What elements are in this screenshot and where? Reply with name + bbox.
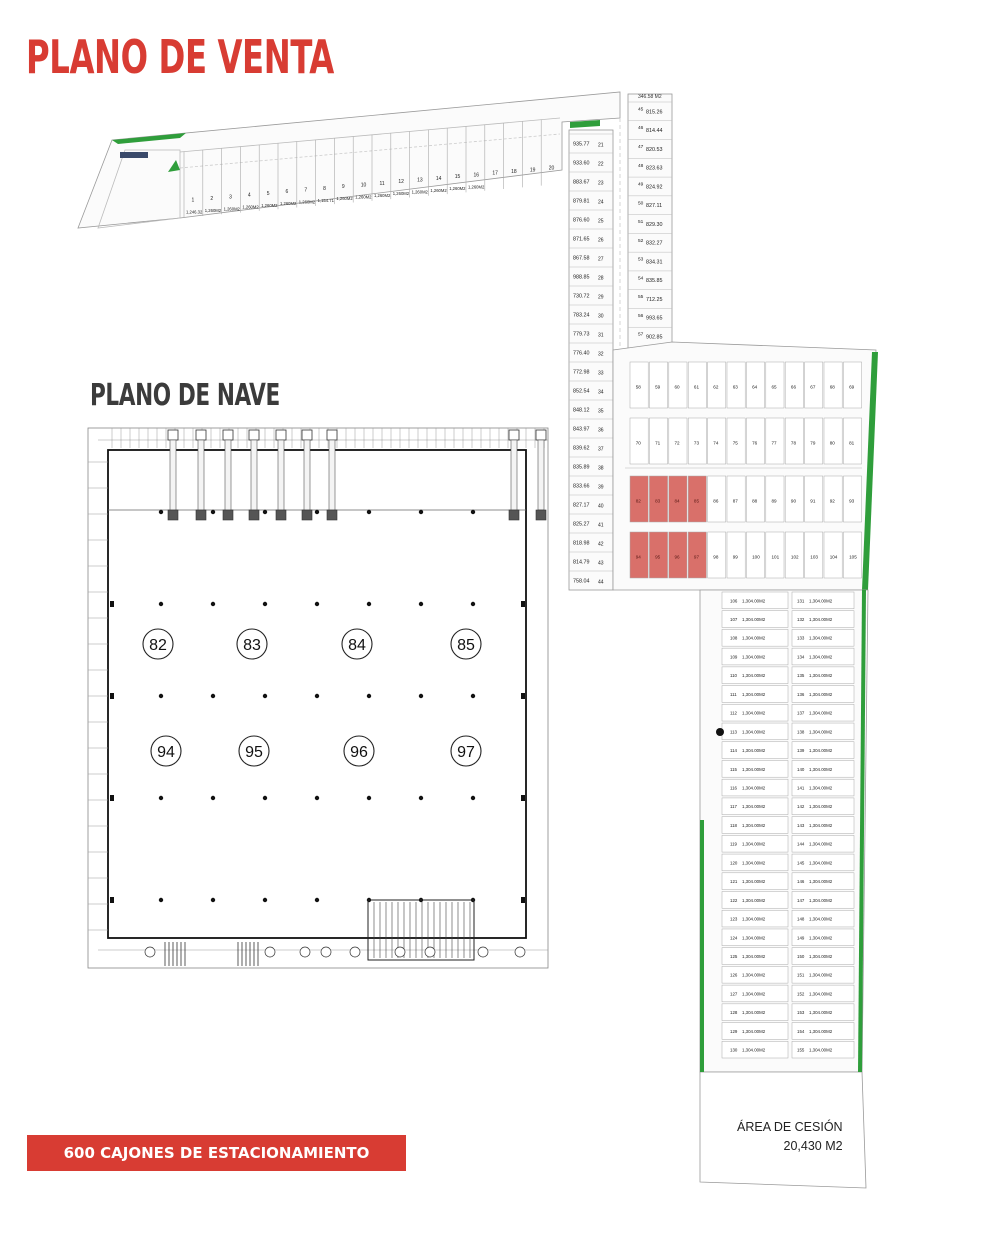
lot-number: 155 bbox=[797, 1047, 805, 1053]
lot-area-label: 1,304.00M2 bbox=[742, 598, 766, 604]
lot-number: 57 bbox=[638, 332, 644, 338]
lot-number: 122 bbox=[730, 897, 738, 903]
lot-number: 31 bbox=[598, 332, 604, 339]
lot-area-label: 1,304.00M2 bbox=[742, 916, 766, 922]
lot-number: 134 bbox=[797, 654, 805, 660]
lot-number: 53 bbox=[638, 257, 644, 263]
lot-number: 103 bbox=[810, 554, 818, 560]
lot-number: 137 bbox=[797, 710, 805, 716]
lot-number: 22 bbox=[598, 161, 604, 168]
lot-area-label: 1,304.00M2 bbox=[809, 1028, 833, 1034]
lot-area-label: 1,260M2 bbox=[261, 202, 278, 208]
lot-number: 80 bbox=[829, 440, 835, 446]
lot-number: 15 bbox=[454, 174, 461, 181]
lot-number: 37 bbox=[598, 446, 604, 453]
lot-number: 43 bbox=[598, 560, 604, 567]
lot-number: 140 bbox=[797, 766, 805, 772]
lot-area-label: 902.85 bbox=[646, 334, 663, 341]
lot-area-label: 824.92 bbox=[646, 184, 663, 191]
lot-number: 21 bbox=[598, 142, 604, 149]
lot-area-label: 935.77 bbox=[573, 141, 590, 148]
lot-number: 8 bbox=[323, 185, 326, 192]
nave-plan-title: PLANO DE NAVE bbox=[90, 378, 280, 413]
lot-number: 77 bbox=[771, 440, 777, 446]
lot-number: 141 bbox=[797, 785, 805, 791]
lot-area-label: 1,304.00M2 bbox=[742, 1010, 766, 1016]
lot-number: 60 bbox=[674, 384, 680, 390]
lot-number: 63 bbox=[732, 384, 738, 390]
lot-area-label: 1,260M2 bbox=[430, 187, 447, 193]
lot-area-label: 1,304.00M2 bbox=[742, 635, 766, 641]
lot-number: 115 bbox=[730, 766, 737, 772]
lot-number: 56 bbox=[638, 313, 644, 319]
lot-number: 104 bbox=[829, 554, 838, 560]
lot-number: 49 bbox=[638, 182, 644, 188]
lot-area-label: 758.04 bbox=[573, 578, 590, 585]
lot-area-label: 1,304.00M2 bbox=[742, 860, 766, 866]
lot-number: 136 bbox=[797, 691, 805, 697]
lot-number: 119 bbox=[730, 841, 737, 847]
parking-badge: 600 CAJONES DE ESTACIONAMIENTO bbox=[27, 1135, 406, 1171]
lot-number: 34 bbox=[598, 389, 604, 396]
lot-number: 29 bbox=[598, 294, 604, 301]
lot-number: 19 bbox=[529, 167, 536, 174]
lot-area-label: 827.17 bbox=[573, 502, 590, 509]
lot-number: 125 bbox=[730, 953, 738, 959]
lot-area-label: 1,246.32 bbox=[186, 209, 203, 215]
lot-number: 20 bbox=[548, 165, 555, 172]
lot-number: 126 bbox=[730, 972, 738, 978]
lot-area-label: 1,304.00M2 bbox=[809, 766, 833, 772]
lot-area-label: 839.62 bbox=[573, 445, 590, 452]
lot-number: 38 bbox=[598, 465, 604, 472]
lot-number: 92 bbox=[829, 498, 835, 504]
lot-number: 73 bbox=[693, 440, 700, 446]
lot-area-label: 1,260M2 bbox=[336, 196, 353, 202]
lot-area-label: 833.66 bbox=[573, 483, 590, 490]
lot-number: 112 bbox=[730, 710, 737, 716]
lot-number: 66 bbox=[790, 384, 797, 390]
lot-number: 152 bbox=[797, 991, 805, 997]
lot-area-label: 823.63 bbox=[646, 165, 663, 172]
lot-number: 85 bbox=[693, 498, 700, 504]
bay-number: 84 bbox=[348, 637, 366, 654]
lot-number: 93 bbox=[849, 498, 855, 504]
lot-number: 144 bbox=[797, 841, 805, 847]
lot-number: 68 bbox=[829, 384, 835, 390]
lot-area-label: 1,304.00M2 bbox=[809, 729, 833, 735]
lot-area-label: 1,304.00M2 bbox=[742, 804, 766, 810]
lot-area-label: 1,304.00M2 bbox=[742, 897, 766, 903]
lot-number: 102 bbox=[790, 554, 799, 560]
lot-number: 106 bbox=[730, 598, 738, 604]
lot-number: 111 bbox=[730, 691, 737, 697]
lot-area-label: 1,304.00M2 bbox=[742, 617, 766, 623]
marker-dot bbox=[716, 728, 724, 736]
lot-area-label: 1,304.00M2 bbox=[809, 1047, 833, 1053]
lot-number: 154 bbox=[797, 1028, 805, 1034]
green-buffer bbox=[700, 820, 704, 1072]
lot-area-label: 825.27 bbox=[573, 521, 590, 528]
lot-number: 116 bbox=[730, 785, 737, 791]
lot-number: 27 bbox=[598, 256, 604, 263]
lot-area-label: 1,304.00M2 bbox=[809, 710, 833, 716]
bay-number: 97 bbox=[457, 744, 475, 761]
lot-number: 123 bbox=[730, 916, 738, 922]
lot-number: 89 bbox=[771, 498, 777, 504]
lot-number: 135 bbox=[797, 673, 805, 679]
lot-area-label: 848.12 bbox=[573, 407, 590, 414]
lot-number: 40 bbox=[598, 503, 604, 510]
lot-number: 44 bbox=[598, 579, 604, 586]
lot-area-label: 1,304.00M2 bbox=[742, 654, 766, 660]
lot-number: 18 bbox=[511, 169, 517, 176]
lot-area-label: 1,304.00M2 bbox=[809, 673, 833, 679]
bay-number: 85 bbox=[457, 637, 475, 654]
lot-area-label: 1,260M2 bbox=[298, 199, 316, 205]
lot-area-label: 988.85 bbox=[573, 274, 590, 281]
lot-area-label: 1,304.00M2 bbox=[742, 991, 766, 997]
lot-area-label: 993.65 bbox=[646, 315, 663, 322]
lot-number: 14 bbox=[435, 175, 442, 182]
lot-number: 72 bbox=[674, 440, 680, 446]
page-title: PLANO DE VENTA bbox=[26, 30, 334, 84]
lot-number: 33 bbox=[598, 370, 604, 377]
lot-number: 9 bbox=[341, 184, 345, 191]
lot-number: 90 bbox=[790, 498, 797, 504]
lot-area-label: 1,304.00M2 bbox=[809, 860, 833, 866]
lot-area-label: 712.25 bbox=[646, 296, 663, 303]
lot-area-label: 1,304.00M2 bbox=[742, 729, 766, 735]
lot-number: 36 bbox=[598, 427, 604, 434]
lot-area-label: 815.26 bbox=[646, 109, 663, 116]
area-cesion-label bbox=[737, 1118, 843, 1156]
lot-number: 52 bbox=[638, 238, 644, 244]
lot-area-label: 1,304.00M2 bbox=[809, 953, 833, 959]
lot-area-label: 1,304.00M2 bbox=[742, 748, 766, 754]
lot-number: 97 bbox=[693, 554, 700, 560]
lot-area-label: 1,260M2 bbox=[223, 206, 240, 212]
lot-area-label: 772.98 bbox=[573, 369, 590, 376]
bay-number: 95 bbox=[245, 744, 263, 761]
lot-number: 121 bbox=[730, 879, 738, 885]
lot-area-label: 1,260M2 bbox=[242, 204, 259, 210]
lot-number: 110 bbox=[730, 673, 737, 679]
lot-area-label: 1,260M2 bbox=[468, 184, 485, 190]
lot-number: 5 bbox=[266, 190, 270, 197]
lot-number: 62 bbox=[713, 384, 719, 390]
lot-number: 142 bbox=[797, 804, 805, 810]
lot-area-label: 1,304.00M2 bbox=[809, 654, 833, 660]
lot-number: 133 bbox=[797, 635, 805, 641]
lot-number: 35 bbox=[598, 408, 604, 415]
lot-area-label: 1,260M2 bbox=[374, 192, 391, 198]
lot-area-label: 1,260M2 bbox=[280, 201, 297, 207]
lot-number: 42 bbox=[598, 541, 604, 548]
lot-area-label: 1,260M2 bbox=[204, 207, 222, 213]
lot-number: 16 bbox=[473, 172, 480, 179]
lot-number: 105 bbox=[849, 554, 857, 560]
lot-area-label: 829.30 bbox=[646, 221, 663, 228]
lot-number: 109 bbox=[730, 654, 738, 660]
lot-number: 132 bbox=[797, 617, 805, 623]
lot-number: 153 bbox=[797, 1010, 805, 1016]
lot-area-label: 1,304.00M2 bbox=[742, 935, 766, 941]
lot-area-label: 827.11 bbox=[646, 203, 663, 210]
bay-number: 94 bbox=[157, 744, 175, 761]
lot-number: 149 bbox=[797, 935, 805, 941]
lot-number: 4 bbox=[247, 192, 251, 199]
lot-area-label: 1,304.00M2 bbox=[809, 617, 833, 623]
lot-number: 120 bbox=[730, 860, 738, 866]
lot-number: 147 bbox=[797, 897, 805, 903]
lot-number: 13 bbox=[417, 177, 423, 184]
lot-area-label: 867.58 bbox=[573, 255, 590, 262]
lot-number: 150 bbox=[797, 953, 805, 959]
lot-area-label: 879.81 bbox=[573, 198, 590, 205]
lot-area-label: 1,304.00M2 bbox=[742, 673, 766, 679]
lot-number: 32 bbox=[598, 351, 604, 358]
lot-number: 114 bbox=[730, 748, 737, 754]
lot-number: 1 bbox=[191, 197, 195, 204]
lot-number: 64 bbox=[752, 384, 758, 390]
lot-number: 131 bbox=[797, 598, 805, 604]
lot-number: 76 bbox=[752, 440, 758, 446]
lot-number: 45 bbox=[638, 107, 644, 113]
lot-area-label: 1,304.00M2 bbox=[809, 748, 833, 754]
lot-number: 39 bbox=[598, 484, 604, 491]
lot-area-label: 1,304.00M2 bbox=[742, 1047, 766, 1053]
lot-area-label: 1,304.00M2 bbox=[809, 691, 833, 697]
lot-area-label: 818.98 bbox=[573, 540, 590, 547]
lot-number: 41 bbox=[598, 522, 604, 529]
lot-number: 146 bbox=[797, 879, 805, 885]
lot-number: 30 bbox=[598, 313, 604, 320]
lot-area-label: 730.72 bbox=[573, 293, 590, 300]
lot-area-label: 835.85 bbox=[646, 278, 663, 285]
lot-number: 54 bbox=[638, 276, 644, 282]
lot-area-label: 1,304.00M2 bbox=[809, 804, 833, 810]
lot-number: 55 bbox=[638, 295, 644, 301]
lot-area-label: 1,304.00M2 bbox=[809, 1010, 833, 1016]
lot-number: 139 bbox=[797, 748, 805, 754]
lot-number: 65 bbox=[771, 384, 777, 390]
lot-number: 94 bbox=[635, 554, 641, 560]
lot-area-label: 933.60 bbox=[573, 160, 590, 167]
lot-area-label: 1,260M2 bbox=[355, 194, 372, 200]
lot-number: 107 bbox=[730, 617, 738, 623]
lot-area-label: 883.67 bbox=[573, 179, 590, 186]
lot-number: 148 bbox=[797, 916, 805, 922]
lot-number: 61 bbox=[693, 384, 700, 390]
lot-number: 69 bbox=[849, 384, 855, 390]
lot-number: 48 bbox=[638, 163, 644, 169]
lot-number: 74 bbox=[713, 440, 719, 446]
lot-area-label: 1,304.00M2 bbox=[809, 879, 833, 885]
lot-number: 12 bbox=[398, 179, 404, 186]
lot-number: 26 bbox=[598, 237, 604, 244]
lot-area-label: 1,304.00M2 bbox=[809, 841, 833, 847]
lot-number: 145 bbox=[797, 860, 805, 866]
lot-area-label: 834.31 bbox=[646, 259, 663, 266]
lot-number: 128 bbox=[730, 1010, 738, 1016]
lot-number: 51 bbox=[638, 220, 644, 226]
lot-number: 67 bbox=[810, 384, 816, 390]
lot-number: 46 bbox=[638, 126, 644, 132]
top-diagonal-strip bbox=[78, 92, 620, 228]
lot-area-label: 1,304.00M2 bbox=[742, 822, 766, 828]
lot-number: 113 bbox=[730, 729, 737, 735]
lot-number: 127 bbox=[730, 991, 738, 997]
lot-number: 75 bbox=[732, 440, 738, 446]
lot-area-label: 1,304.00M2 bbox=[742, 972, 766, 978]
lot-area-label: 1,304.00M2 bbox=[742, 879, 766, 885]
lot-number: 129 bbox=[730, 1028, 738, 1034]
lot-area-label: 1,304.00M2 bbox=[809, 916, 833, 922]
lot-area-label: 1,304.00M2 bbox=[742, 766, 766, 772]
area-cesion-value: 20,430 M2 bbox=[783, 1139, 843, 1153]
lot-number: 95 bbox=[655, 554, 661, 560]
lot-area-label: 820.53 bbox=[646, 146, 663, 153]
bay-number: 83 bbox=[243, 637, 261, 654]
lot-area-label: 1,304.00M2 bbox=[809, 598, 833, 604]
lot-number: 10 bbox=[360, 182, 367, 189]
lot-area-label: 1,304.00M2 bbox=[809, 897, 833, 903]
lot-area-label: 814.79 bbox=[573, 559, 590, 566]
lot-area-label: 876.60 bbox=[573, 217, 590, 224]
lot-area-label: 1,304.00M2 bbox=[809, 991, 833, 997]
entrance-gate-icon bbox=[120, 152, 148, 158]
lot-area-label: 1,304.00M2 bbox=[742, 785, 766, 791]
lot-number: 91 bbox=[810, 498, 816, 504]
lot-area-label: 1,304.00M2 bbox=[809, 822, 833, 828]
lot-number: 124 bbox=[730, 935, 738, 941]
lot-number: 7 bbox=[304, 187, 308, 194]
lot-number: 96 bbox=[674, 554, 680, 560]
lot-area-label: 346.58 M2 bbox=[638, 94, 662, 100]
lot-number: 50 bbox=[638, 201, 644, 207]
lot-number: 24 bbox=[598, 199, 604, 206]
lot-number: 99 bbox=[732, 554, 738, 560]
lot-number: 100 bbox=[752, 554, 760, 560]
lot-number: 151 bbox=[797, 972, 805, 978]
lot-area-label: 1,304.00M2 bbox=[742, 841, 766, 847]
lot-area-label: 832.27 bbox=[646, 240, 663, 247]
lot-area-label: 814.44 bbox=[646, 128, 663, 135]
lot-number: 70 bbox=[635, 440, 641, 446]
lot-number: 84 bbox=[674, 498, 680, 504]
lot-number: 25 bbox=[598, 218, 604, 225]
lot-number: 71 bbox=[655, 440, 661, 446]
lot-number: 11 bbox=[379, 180, 385, 187]
lot-area-label: 1,260M2 bbox=[411, 189, 428, 195]
lot-number: 17 bbox=[492, 170, 498, 177]
area-cesion-title: ÁREA DE CESIÓN bbox=[737, 1120, 843, 1134]
south-lots bbox=[722, 592, 854, 1058]
lot-area-label: 1,304.00M2 bbox=[809, 972, 833, 978]
lot-number: 2 bbox=[210, 195, 214, 202]
lot-area-label: 1,260M2 bbox=[392, 191, 410, 197]
lot-area-label: 779.73 bbox=[573, 331, 590, 338]
lot-number: 118 bbox=[730, 822, 737, 828]
lot-number: 87 bbox=[732, 498, 738, 504]
lot-area-label: 1,304.00M2 bbox=[742, 710, 766, 716]
lot-number: 83 bbox=[655, 498, 661, 504]
lot-number: 82 bbox=[635, 498, 641, 504]
lot-area-label: 843.97 bbox=[573, 426, 590, 433]
lot-number: 3 bbox=[229, 194, 232, 201]
lot-number: 81 bbox=[849, 440, 855, 446]
lot-area-label: 783.24 bbox=[573, 312, 590, 319]
lot-area-label: 852.54 bbox=[573, 388, 590, 395]
lot-number: 58 bbox=[635, 384, 641, 390]
lot-number: 98 bbox=[713, 554, 719, 560]
lot-area-label: 1,304.00M2 bbox=[742, 1028, 766, 1034]
lot-number: 23 bbox=[598, 180, 604, 187]
lot-number: 86 bbox=[713, 498, 719, 504]
lot-number: 79 bbox=[810, 440, 816, 446]
nave-plan bbox=[88, 428, 548, 968]
lot-area-label: 1,260M2 bbox=[449, 186, 466, 192]
lot-area-label: 1,304.00M2 bbox=[742, 953, 766, 959]
lot-number: 47 bbox=[638, 144, 644, 150]
lot-number: 143 bbox=[797, 822, 805, 828]
lot-number: 28 bbox=[598, 275, 604, 282]
bay-number: 96 bbox=[350, 744, 368, 761]
lot-number: 6 bbox=[285, 189, 289, 196]
lot-number: 101 bbox=[771, 554, 780, 560]
lot-number: 138 bbox=[797, 729, 805, 735]
bay-number: 82 bbox=[149, 637, 167, 654]
lot-area-label: 1,304.00M2 bbox=[809, 785, 833, 791]
lot-number: 108 bbox=[730, 635, 738, 641]
lot-area-label: 776.40 bbox=[573, 350, 590, 357]
lot-area-label: 835.89 bbox=[573, 464, 590, 471]
lot-area-label: 871.65 bbox=[573, 236, 590, 243]
lot-area-label: 1,304.00M2 bbox=[742, 691, 766, 697]
lot-area-label: 1,304.00M2 bbox=[809, 635, 833, 641]
lot-number: 88 bbox=[752, 498, 758, 504]
lot-area-label: 1,304.00M2 bbox=[809, 935, 833, 941]
lot-area-label: 1,154.71 bbox=[317, 197, 334, 203]
lot-number: 59 bbox=[655, 384, 661, 390]
lot-number: 130 bbox=[730, 1047, 738, 1053]
lot-number: 78 bbox=[790, 440, 797, 446]
lot-number: 117 bbox=[730, 804, 737, 810]
